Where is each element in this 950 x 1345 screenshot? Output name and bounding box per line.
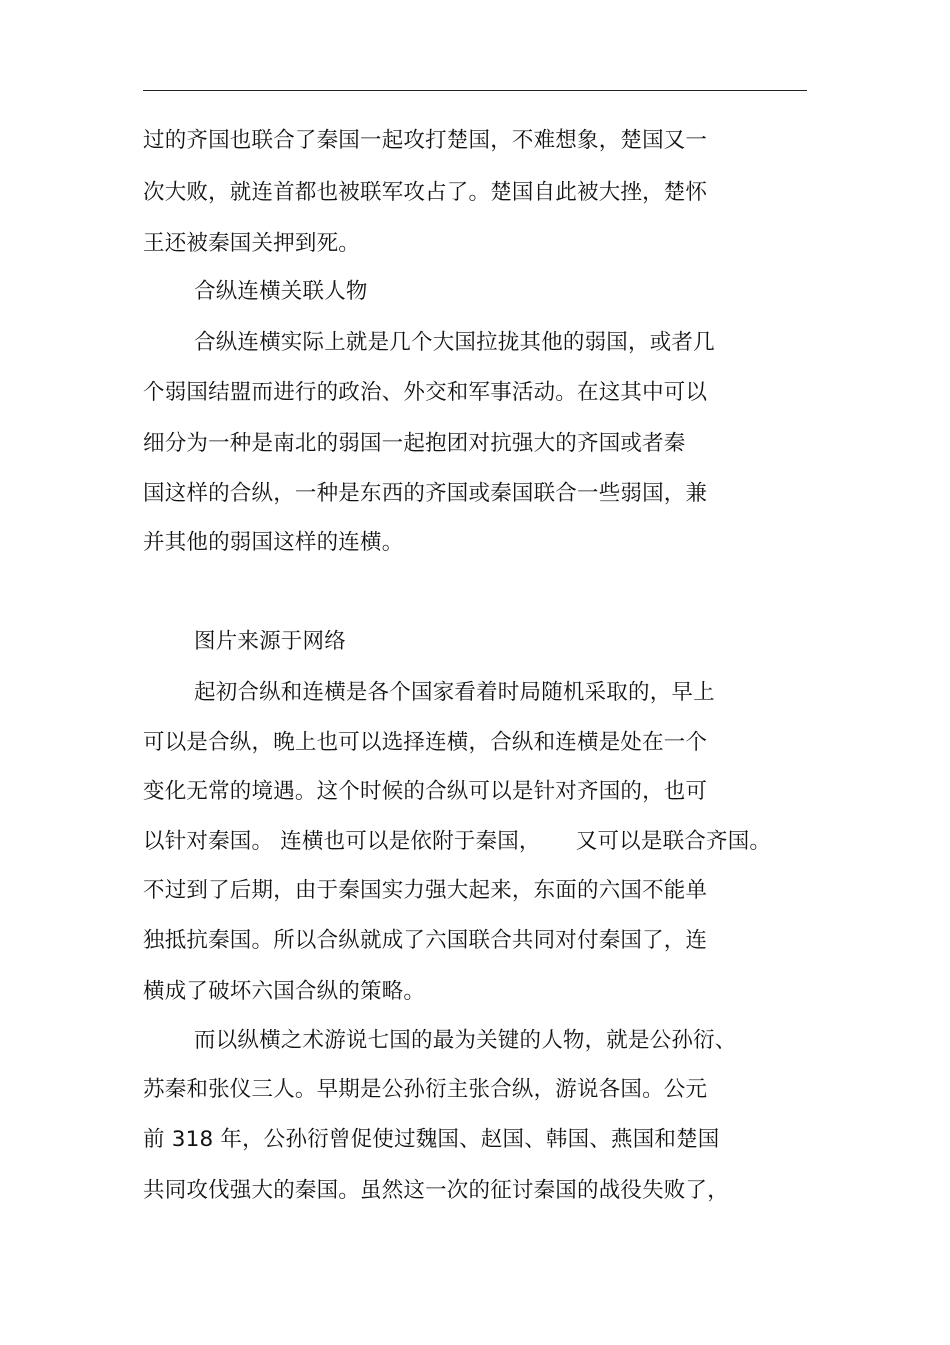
- text-line: 合纵连横实际上就是几个大国拉拢其他的弱国，或者几: [194, 330, 715, 355]
- text-line: 共同攻伐强大的秦国。虽然这一次的征讨秦国的战役失败了，: [143, 1178, 729, 1203]
- text-line: 可以是合纵，晚上也可以选择连横，合纵和连横是处在一个: [143, 730, 708, 755]
- text-line: 国这样的合纵，一种是东西的齐国或秦国联合一些弱国，兼: [143, 481, 708, 506]
- section-heading: 合纵连横关联人物: [194, 279, 368, 304]
- image-caption: 图片来源于网络: [194, 629, 346, 654]
- text-line: 而以纵横之术游说七国的最为关键的人物，就是公孙衍、: [194, 1028, 737, 1053]
- text-line: 细分为一种是南北的弱国一起抱团对抗强大的齐国或者秦: [143, 431, 686, 456]
- header-rule: [143, 90, 807, 91]
- text-line: 个弱国结盟而进行的政治、外交和军事活动。在这其中可以: [143, 380, 708, 405]
- text-line: 独抵抗秦国。所以合纵就成了六国联合共同对付秦国了，连: [143, 928, 708, 953]
- text-line: 王还被秦国关押到死。: [143, 231, 361, 256]
- text-line: 前 318 年，公孙衍曾促使过魏国、赵国、韩国、燕国和楚国: [143, 1127, 720, 1152]
- text-line: 不过到了后期，由于秦国实力强大起来，东面的六国不能单: [143, 878, 708, 903]
- text-line: 过的齐国也联合了秦国一起攻打楚国，不难想象，楚国又一: [143, 128, 708, 153]
- text-line: 起初合纵和连横是各个国家看着时局随机采取的，早上: [194, 680, 715, 705]
- text-line: 以针对秦国。 连横也可以是依附于秦国， 又可以是联合齐国。: [143, 829, 772, 854]
- text-line: 次大败，就连首都也被联军攻占了。楚国自此被大挫，楚怀: [143, 180, 708, 205]
- text-line: 并其他的弱国这样的连横。: [143, 530, 404, 555]
- text-line: 横成了破坏六国合纵的策略。: [143, 979, 426, 1004]
- text-line: 苏秦和张仪三人。早期是公孙衍主张合纵，游说各国。公元: [143, 1077, 708, 1102]
- text-line: 变化无常的境遇。这个时候的合纵可以是针对齐国的，也可: [143, 779, 708, 804]
